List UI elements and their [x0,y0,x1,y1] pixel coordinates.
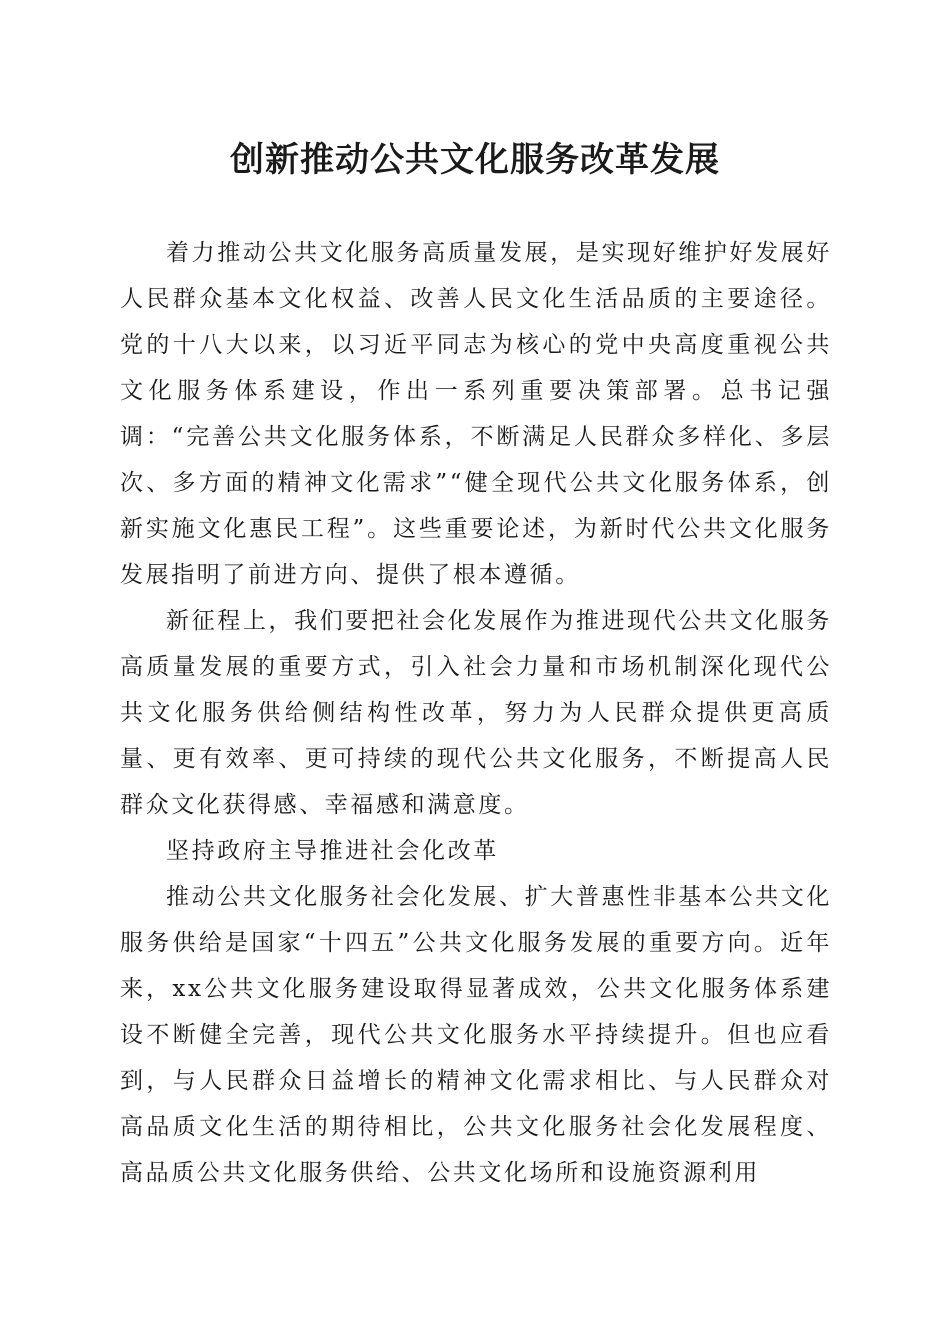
document-body [120,230,832,1196]
document-title: 创新推动公共文化服务改革发展 [230,140,720,180]
paragraph-socialization: 推动公共文化服务社会化发展、扩大普惠性非基本公共文化服务供给是国家“十四五”公共文化服务发展的重要方向。近年来，xx公共文化服务建设取得显著成效，公共文化服务体系建设不断健全完善，现代公共文化服务水平持续提升。但也应看到，与人民群众日益增长的精神文化需求相比、与人民群众对高品质文化生活的期待相比，公共文化服务社会化发展程度、高品质公共文化服务供给、公共文化场所和设施资源利用 [120,884,832,1186]
paragraph-new-journey: 新征程上，我们要把社会化发展作为推进现代公共文化服务高质量发展的重要方式，引入社会力量和市场机制深化现代公共文化服务供给侧结构性改革，努力为人民群众提供更高质量、更有效率、更可持续的现代公共文化服务，不断提高人民群众文化获得感、幸福感和满意度。 [120,608,832,818]
section-heading: 坚持政府主导推进社会化改革 [166,838,499,864]
paragraph-intro: 着力推动公共文化服务高质量发展，是实现好维护好发展好人民群众基本文化权益、改善人民文化生活品质的主要途径。党的十八大以来，以习近平同志为核心的党中央高度重视公共文化服务体系建设，作出一系列重要决策部署。总书记强调：“完善公共文化服务体系，不断满足人民群众多样化、多层次、多方面的精神文化需求”“健全现代公共文化服务体系，创新实施文化惠民工程”。这些重要论述，为新时代公共文化服务发展指明了前进方向、提供了根本遵循。 [120,240,832,588]
